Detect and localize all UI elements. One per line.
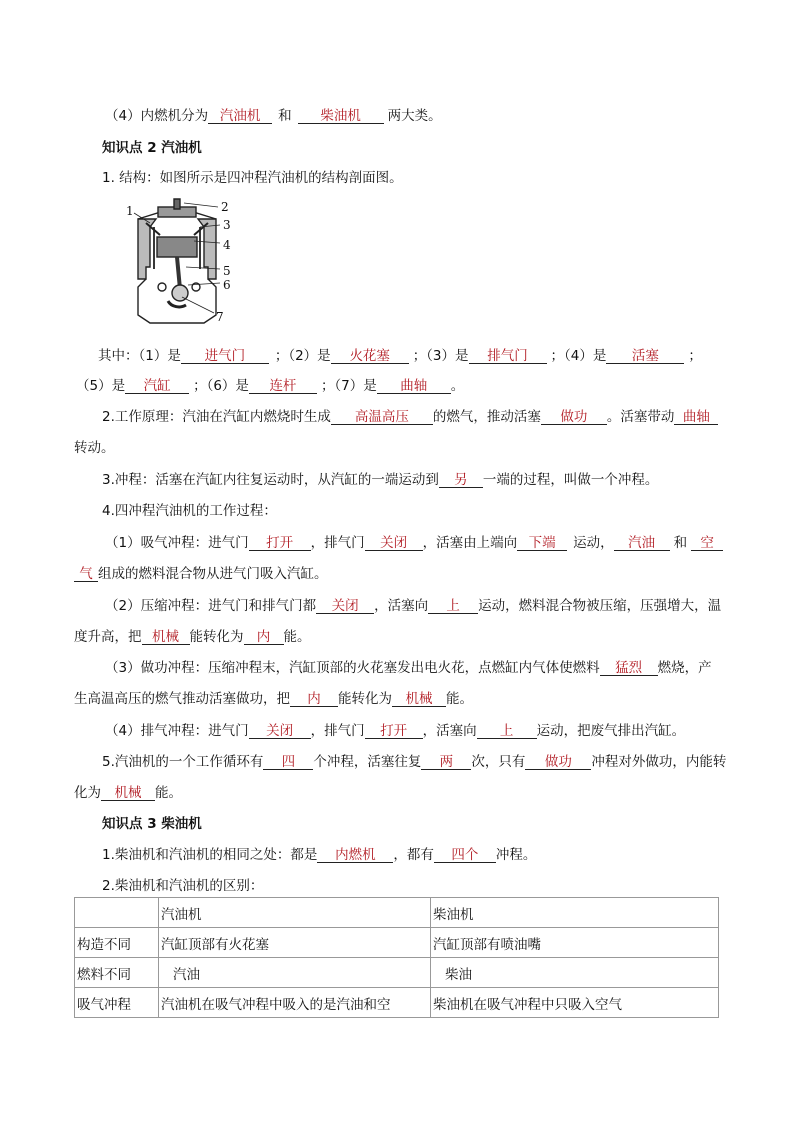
table-cell: 燃料不同 [75,958,159,988]
answer-blank: 机械 [392,692,446,707]
cycle-line-1 [102,750,726,770]
answer-blank: 关闭 [316,599,374,614]
answer-blank: 下端 [517,536,567,551]
stroke-def-text: 3.冲程：活塞在汽缸内往复运动时，从汽缸的一端运动到 [102,472,439,488]
table-row [75,988,719,1018]
answer-blank: 活塞 [606,349,684,364]
table-cell [75,898,159,928]
intake-line-2 [74,562,328,582]
power-text: 能转化为 [338,691,392,707]
answer-blank: 关闭 [365,536,423,551]
answer-blank: 打开 [365,724,423,739]
answer-blank: 做功 [541,410,607,425]
same-text: ，都有 [393,847,434,863]
answer-blank: 柴油机 [298,109,384,124]
same-text: 1.柴油机和汽油机的相同之处：都是 [102,847,318,863]
table-cell: 汽油 [159,958,431,988]
answer-blank: 连杆 [249,379,317,394]
part-label: ；（6）是 [193,378,249,394]
compress-line-1 [105,594,721,614]
answer-blank: 上 [428,599,478,614]
answer-blank: 排气门 [469,349,547,364]
item4-prefix: （4）内燃机分为 [105,108,209,124]
stroke-def-line [102,468,658,488]
answer-blank: 关闭 [249,724,311,739]
compress-text: 能转化为 [189,629,244,645]
answer-blank: 机械 [101,786,155,801]
table-cell: 汽缸顶部有喷油嘴 [431,928,719,958]
cycle-text: 能。 [155,785,182,801]
diagram-label-2: 2 [221,200,229,214]
diagram-label-7: 7 [216,310,224,324]
table-row [75,958,719,988]
power-line-1 [105,656,712,676]
intake-text: 运动， [573,535,614,551]
intake-text: 和 [673,535,688,551]
cycle-text: 次，只有 [471,754,526,770]
diagram-label-1: 1 [126,204,134,218]
principle-text: 的燃气，推动活塞 [432,409,541,425]
table-cell: 汽油机 [159,898,431,928]
compress-text: （2）压缩冲程：进气门和排气门都 [105,598,317,614]
part-label: 。 [450,378,465,394]
kp3-title: 知识点 3 柴油机 [102,816,202,832]
answer-blank: 空 [691,536,723,551]
table-cell: 柴油 [431,958,719,988]
item4-mid: 和 [278,108,292,124]
answer-blank: 做功 [525,755,591,770]
answer-blank: 内 [290,692,338,707]
exhaust-text: ，排气门 [310,723,365,739]
diagram-label-5: 5 [223,264,231,278]
answer-blank: 两 [421,755,471,770]
compress-text: 能。 [283,629,311,645]
compress-text: 度升高，把 [74,629,142,645]
part-label: ；（3）是 [412,348,469,364]
principle-line-1 [102,405,718,425]
intake-line-1 [105,531,723,551]
diff-title: 2.柴油机和汽油机的区别： [102,878,264,894]
answer-blank: 汽油机 [208,109,272,124]
table-cell: 吸气冲程 [75,988,159,1018]
compress-line-2 [74,625,311,645]
intake-text: ，排气门 [310,535,365,551]
part-label: ； [688,348,702,364]
answer-blank: 高温高压 [331,410,433,425]
cycle-line-2 [74,781,182,801]
intake-text: 组成的燃料混合物从进气门吸入汽缸。 [98,566,328,582]
engine-diagram [124,197,236,327]
table-cell: 构造不同 [75,928,159,958]
principle-text: 2.工作原理：汽油在汽缸内燃烧时生成 [102,409,331,425]
compress-text: ，活塞向 [374,598,429,614]
principle-line-2: 转动。 [74,440,115,456]
part-label: ；（7）是 [320,378,377,394]
exhaust-line [105,719,685,739]
answer-blank: 汽缸 [125,379,189,394]
process-title: 4.四冲程汽油机的工作过程： [102,503,277,519]
answer-blank: 内 [244,630,284,645]
table-cell: 柴油机在吸气冲程中只吸入空气 [431,988,719,1018]
comparison-table [74,897,719,1018]
table-cell: 汽缸顶部有火花塞 [159,928,431,958]
power-text: 能。 [446,691,473,707]
part-label: 其中：（1）是 [98,348,181,364]
compress-text: 运动，燃料混合物被压缩，压强增大，温 [478,598,722,614]
exhaust-text: 运动，把废气排出汽缸。 [536,723,686,739]
structure-text: 1. 结构：如图所示是四冲程汽油机的结构剖面图。 [102,170,403,186]
principle-text: 。活塞带动 [606,409,675,425]
cycle-text: 个冲程，活塞往复 [313,754,422,770]
answer-blank: 曲轴 [674,410,718,425]
power-line-2 [74,687,473,707]
table-header-row [75,898,719,928]
parts-line-2 [76,374,464,394]
table-row [75,928,719,958]
cycle-text: 5.汽油机的一个工作循环有 [102,754,264,770]
table-cell: 柴油机 [431,898,719,928]
table-cell: 汽油机在吸气冲程中吸入的是汽油和空 [159,988,431,1018]
exhaust-text: （4）排气冲程：进气门 [105,723,249,739]
same-text: 冲程。 [495,847,537,863]
answer-blank: 打开 [249,536,311,551]
power-text: （3）做功冲程：压缩冲程末，汽缸顶部的火花塞发出电火花，点燃缸内气体使燃料 [105,660,600,676]
cycle-text: 化为 [74,785,101,801]
diagram-label-6: 6 [223,278,231,292]
item4-line [105,104,442,124]
answer-blank: 四 [263,755,313,770]
intake-text: ，活塞由上端向 [422,535,518,551]
diagram-label-3: 3 [223,218,231,232]
part-label: （5）是 [76,378,126,394]
stroke-def-text: 一端的过程，叫做一个冲程。 [482,472,659,488]
kp2-title: 知识点 2 汽油机 [102,140,202,156]
answer-blank: 内燃机 [317,848,393,863]
intake-text: （1）吸气冲程：进气门 [105,535,249,551]
part-label: ；（2）是 [274,348,331,364]
answer-blank: 进气门 [181,349,269,364]
diagram-label-4: 4 [223,238,231,252]
answer-blank: 机械 [142,630,190,645]
answer-blank: 猛烈 [600,661,658,676]
power-text: 燃烧，产 [657,660,712,676]
exhaust-text: ，活塞向 [422,723,477,739]
answer-blank: 曲轴 [377,379,451,394]
answer-blank: 上 [477,724,537,739]
answer-blank: 四个 [434,848,496,863]
answer-blank: 汽油 [614,536,670,551]
answer-blank: 另 [439,473,483,488]
same-line [102,843,536,863]
answer-blank: 气 [74,567,98,582]
parts-line-1 [98,344,702,364]
item4-suffix: 两大类。 [387,108,442,124]
part-label: ；（4）是 [550,348,607,364]
answer-blank: 火花塞 [331,349,409,364]
cycle-text: 冲程对外做功，内能转 [591,754,727,770]
power-text: 生高温高压的燃气推动活塞做功，把 [74,691,290,707]
